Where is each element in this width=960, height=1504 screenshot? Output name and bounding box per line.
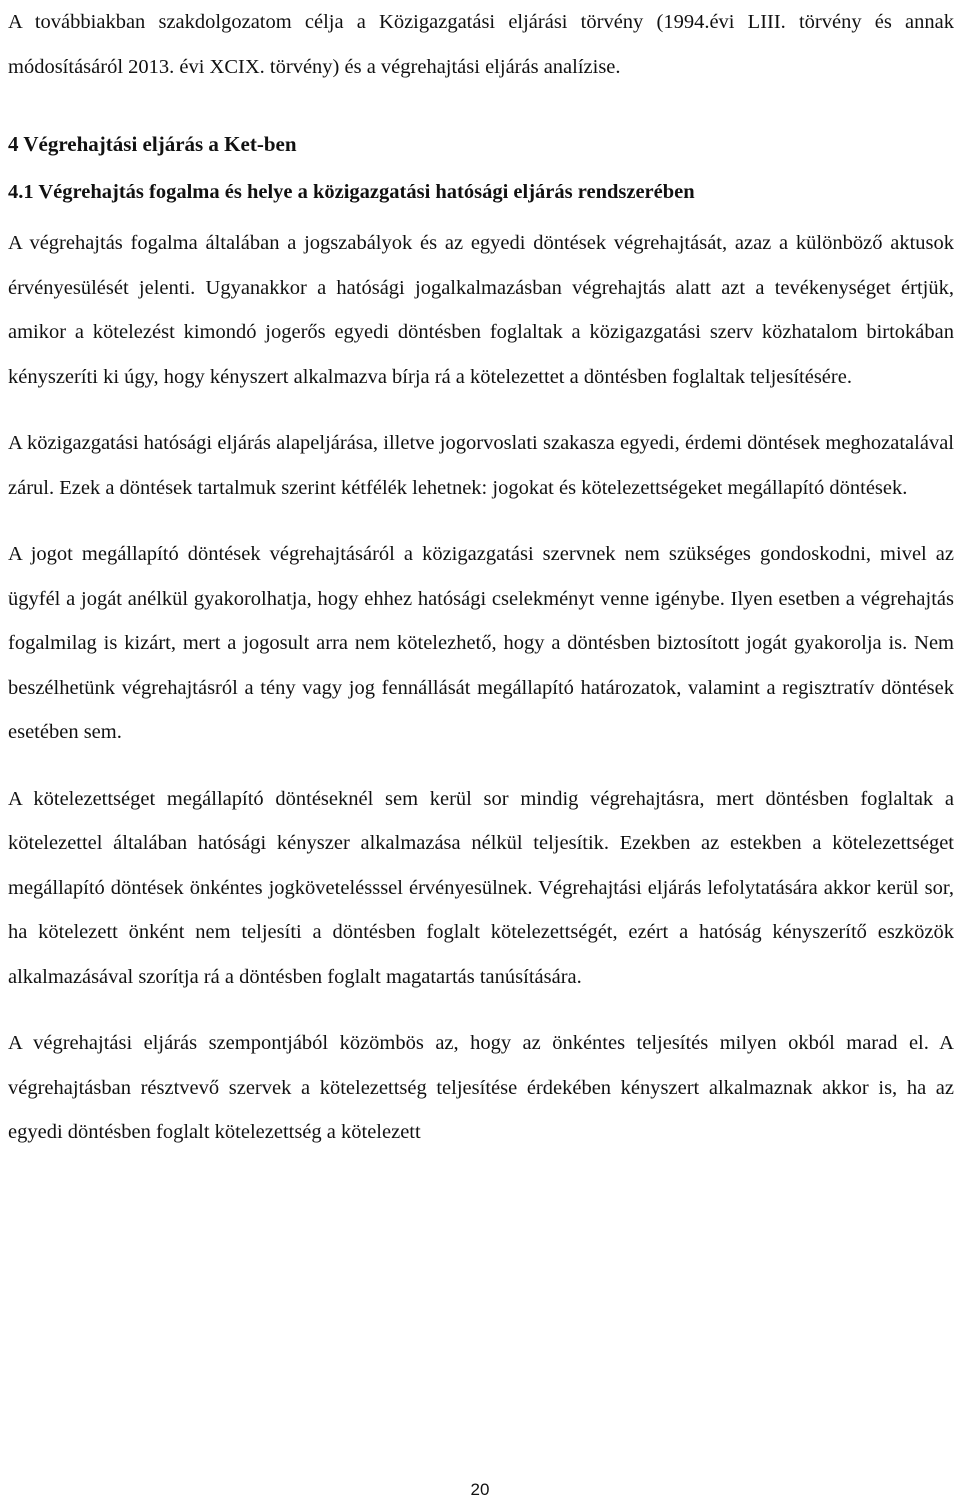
- document-page: [8, 0, 954, 1155]
- page-number: 20: [470, 1480, 490, 1499]
- body-paragraph: A közigazgatási hatósági eljárás alapeljárása, illetve jogorvoslati szakasza egyedi, érdemi döntések meghozatalával zárul. Ezek a döntések tartalmuk szerint kétfélék lehetnek: jogokat és kötelezettségeket megállapító döntések.: [8, 432, 954, 499]
- body-paragraph: A végrehajtás fogalma általában a jogszabályok és az egyedi döntések végrehajtását, azaz a különböző aktusok érvényesülését jelenti. Ugyanakkor a hatósági jogalkalmazásban végrehajtás alatt azt a tevékenységet értjük, amikor a kötelezést kimondó jogerős egyedi döntésben foglaltak a közigazgatási szerv közhatalom birtokában kényszeríti ki úgy, hogy kényszert alkalmazva bírja rá a kötelezettet a döntésben foglaltak teljesítésére.: [8, 232, 954, 388]
- body-paragraph: A kötelezettséget megállapító döntéseknél sem kerül sor mindig végrehajtásra, mert döntésben foglaltak a kötelezettel általában hatósági kényszer alkalmazása nélkül teljesítik. Ezekben az estekben a kötelezettséget megállapító döntések önkéntes jogkövetelésssel érvényesülnek. Végrehajtási eljárás lefolytatására akkor kerül sor, ha kötelezett önként nem teljesíti a döntésben foglalt kötelezettségét, ezért a hatóság kényszerítő eszközök alkalmazásával szorítja rá a döntésben foglalt magatartás tanúsítására.: [8, 787, 954, 988]
- section-heading: 4 Végrehajtási eljárás a Ket-ben: [8, 132, 297, 156]
- subsection-heading: 4.1 Végrehajtás fogalma és helye a közigazgatási hatósági eljárás rendszerében: [8, 181, 695, 203]
- body-paragraph: A végrehajtási eljárás szempontjából közömbös az, hogy az önkéntes teljesítés milyen okból marad el. A végrehajtásban résztvevő szervek a kötelezettség teljesítése érdekében kényszert alkalmaznak akkor is, ha az egyedi döntésben foglalt kötelezettség a kötelezett: [8, 1032, 954, 1143]
- body-paragraph: A jogot megállapító döntések végrehajtásáról a közigazgatási szervnek nem szükséges gondoskodni, mivel az ügyfél a jogát anélkül gyakorolhatja, hogy ehhez hatósági cselekményt venne igénybe. Ilyen esetben a végrehajtás fogalmilag is kizárt, mert a jogosult arra nem kötelezhető, hogy a döntésben biztosított jogát gyakorolja is. Nem beszélhetünk végrehajtásról a tény vagy jog fennállását megállapító határozatok, valamint a regisztratív döntések esetében sem.: [8, 543, 954, 743]
- intro-paragraph: A továbbiakban szakdolgozatom célja a Közigazgatási eljárási törvény (1994.évi LIII. törvény és annak módosításáról 2013. évi XCIX. törvény) és a végrehajtási eljárás analízise.: [8, 11, 954, 78]
